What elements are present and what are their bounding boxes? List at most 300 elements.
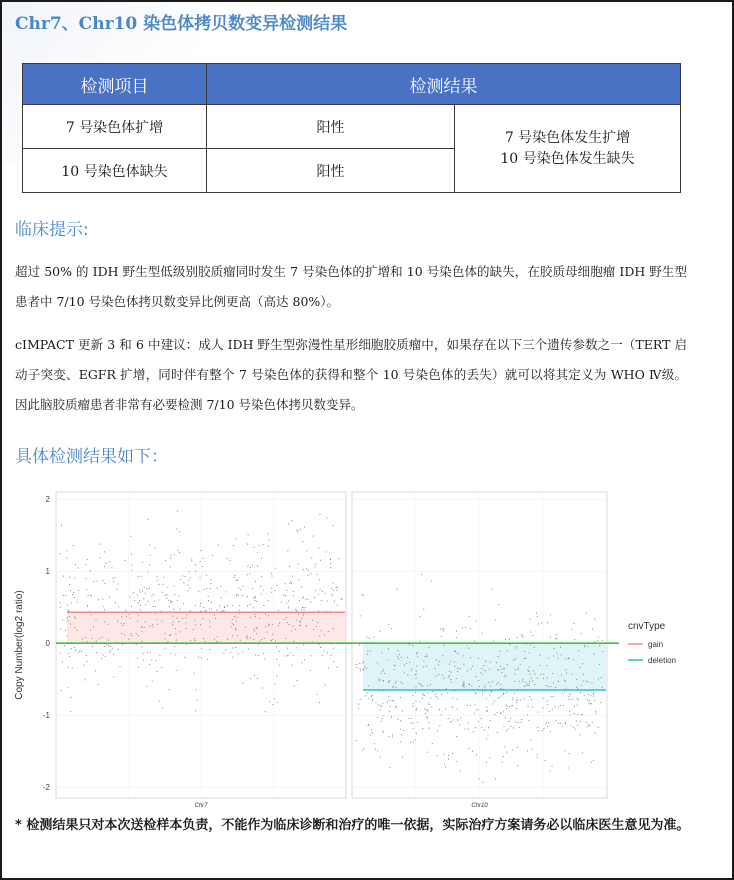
data-point [278,625,279,626]
data-point [333,628,334,629]
data-point [220,586,221,587]
data-point [75,650,76,651]
data-point [565,722,566,723]
data-point [206,588,207,589]
data-point [242,651,243,652]
data-point [513,659,514,660]
data-point [262,687,263,688]
data-point [476,709,477,710]
data-point [188,580,189,581]
data-point [138,576,139,577]
data-point [563,705,564,706]
data-point [501,669,502,670]
data-point [154,600,155,601]
data-point [66,557,67,558]
data-point [574,623,575,624]
data-point [522,681,523,682]
data-point [525,658,526,659]
data-point [505,693,506,694]
data-point [586,681,587,682]
data-point [573,659,574,660]
data-point [498,604,499,605]
data-point [363,669,364,670]
data-point [203,589,204,590]
data-point [109,597,110,598]
data-point [239,610,240,611]
data-point [412,645,413,646]
clinical-heading: 临床提示: [15,220,89,240]
data-point [303,615,304,616]
disclaimer-footnote: * 检测结果只对本次送检样本负责，不能作为临床诊断和治疗的唯一依据，实际治疗方案请务必以临床医生意见为准。 [15,818,690,833]
data-point [163,577,164,578]
data-point [183,582,184,583]
data-point [481,632,482,633]
data-point [531,699,532,700]
data-point [591,682,592,683]
data-point [384,673,385,674]
data-point [69,656,70,657]
data-point [432,691,433,692]
data-point [382,671,383,672]
data-point [518,667,519,668]
data-point [259,618,260,619]
data-point [473,731,474,732]
data-point [302,541,303,542]
data-point [396,681,397,682]
data-point [73,592,74,593]
data-point [500,713,501,714]
data-point [268,624,269,625]
data-point [517,637,518,638]
data-point [287,655,288,656]
data-point [194,620,195,621]
data-point [153,594,154,595]
data-point [199,577,200,578]
data-point [155,547,156,548]
data-point [299,600,300,601]
data-point [437,730,438,731]
data-point [521,634,522,635]
data-point [468,683,469,684]
data-point [364,666,365,667]
data-point [506,708,507,709]
data-point [547,726,548,727]
data-point [527,750,528,751]
data-point [527,706,528,707]
data-point [480,672,481,673]
data-point [230,652,231,653]
data-point [407,657,408,658]
data-point [205,610,206,611]
data-point [306,550,307,551]
data-point [209,621,210,622]
data-point [284,655,285,656]
data-point [139,589,140,590]
data-point [538,623,539,624]
data-point [313,536,314,537]
data-point [232,657,233,658]
data-point [254,630,255,631]
data-point [70,590,71,591]
data-point [574,713,575,714]
data-point [107,624,108,625]
data-point [441,636,442,637]
data-point [246,637,247,638]
data-point [463,681,464,682]
data-point [321,630,322,631]
data-point [151,596,152,597]
data-point [283,595,284,596]
data-point [378,678,379,679]
data-point [474,704,475,705]
data-point [360,699,361,700]
data-point [275,684,276,685]
segment-shading [363,643,606,690]
data-point [222,611,223,612]
data-point [254,675,255,676]
data-point [331,594,332,595]
data-point [529,673,530,674]
data-point [285,583,286,584]
data-point [212,555,213,556]
data-point [105,656,106,657]
data-point [200,550,201,551]
data-point [174,646,175,647]
data-point [274,590,275,591]
item-cell: 7 号染色体扩增 [23,105,207,149]
data-point [137,621,138,622]
data-point [272,634,273,635]
data-point [114,577,115,578]
data-point [360,615,361,616]
data-point [497,732,498,733]
data-point [206,575,207,576]
data-point [368,685,369,686]
data-point [238,587,239,588]
data-point [330,559,331,560]
data-point [185,622,186,623]
data-point [389,767,390,768]
data-point [580,734,581,735]
data-point [149,544,150,545]
data-point [594,733,595,734]
data-point [319,579,320,580]
data-point [284,619,285,620]
data-point [475,692,476,693]
data-point [304,609,305,610]
data-point [380,673,381,674]
data-point [318,644,319,645]
data-point [163,584,164,585]
data-point [240,589,241,590]
data-point [393,686,394,687]
data-point [193,629,194,630]
data-point [230,560,231,561]
data-point [423,667,424,668]
y-axis-label: Copy Number(log2 ratio) [14,590,25,700]
data-point [195,624,196,625]
data-point [179,531,180,532]
data-point [294,686,295,687]
data-point [150,651,151,652]
legend-deletion-label: deletion [648,656,677,665]
data-point [102,599,103,600]
data-point [71,648,72,649]
data-point [378,704,379,705]
data-point [416,653,417,654]
data-point [131,570,132,571]
data-point [276,659,277,660]
data-point [86,564,87,565]
data-point [175,634,176,635]
data-point [133,592,134,593]
data-point [574,706,575,707]
data-point [116,589,117,590]
data-point [426,654,427,655]
data-point [363,595,364,596]
data-point [149,626,150,627]
data-point [98,684,99,685]
data-point [288,523,289,524]
data-point [421,574,422,575]
data-point [441,694,442,695]
data-point [514,674,515,675]
data-point [257,678,258,679]
data-point [468,729,469,730]
data-point [537,616,538,617]
data-point [333,648,334,649]
data-point [69,577,70,578]
data-point [268,625,269,626]
data-point [288,606,289,607]
data-point [557,658,558,659]
data-point [258,655,259,656]
data-point [397,719,398,720]
data-point [328,667,329,668]
data-point [462,627,463,628]
data-point [584,695,585,696]
data-point [96,652,97,653]
data-point [201,657,202,658]
data-point [61,525,62,526]
data-point [560,705,561,706]
data-point [537,727,538,728]
data-point [557,638,558,639]
data-point [481,727,482,728]
data-point [565,681,566,682]
data-point [214,639,215,640]
data-point [417,652,418,653]
y-tick-label: 2 [45,495,50,505]
data-point [422,698,423,699]
data-point [403,730,404,731]
data-point [167,586,168,587]
data-point [401,734,402,735]
data-point [508,729,509,730]
data-point [210,626,211,627]
data-point [389,711,390,712]
header-item: 检测项目 [23,64,207,105]
data-point [188,585,189,586]
data-point [253,629,254,630]
data-point [180,609,181,610]
data-point [79,650,80,651]
data-point [131,606,132,607]
data-point [139,600,140,601]
data-point [576,687,577,688]
data-point [429,704,430,705]
data-point [530,631,531,632]
data-point [388,659,389,660]
data-point [221,597,222,598]
data-point [506,705,507,706]
data-point [594,618,595,619]
data-point [105,563,106,564]
data-point [189,611,190,612]
data-point [547,622,548,623]
data-point [232,605,233,606]
data-point [268,539,269,540]
data-point [409,662,410,663]
data-point [87,606,88,607]
data-point [118,606,119,607]
data-point [93,581,94,582]
data-point [484,665,485,666]
data-point [484,730,485,731]
data-point [558,706,559,707]
data-point [400,741,401,742]
data-point [509,706,510,707]
data-point [456,637,457,638]
data-point [152,680,153,681]
page-title: Chr7、Chr10 染色体拷贝数变异检测结果 [15,14,348,34]
data-point [298,614,299,615]
data-point [588,681,589,682]
data-point [67,617,68,618]
data-point [209,609,210,610]
data-point [217,588,218,589]
data-point [278,610,279,611]
data-point [167,594,168,595]
data-point [503,668,504,669]
data-point [208,596,209,597]
data-point [61,690,62,691]
data-point [534,684,535,685]
legend-gain-label: gain [648,640,664,649]
data-point [301,662,302,663]
data-point [248,534,249,535]
data-point [131,554,132,555]
data-point [439,661,440,662]
data-point [63,576,64,577]
data-point [442,674,443,675]
data-point [372,700,373,701]
data-point [187,590,188,591]
data-point [366,668,367,669]
data-point [505,746,506,747]
data-point [289,566,290,567]
data-point [532,635,533,636]
data-point [166,598,167,599]
data-point [125,610,126,611]
data-point [570,694,571,695]
data-point [86,655,87,656]
data-point [151,660,152,661]
data-point [261,639,262,640]
data-point [429,728,430,729]
data-point [462,686,463,687]
data-point [372,699,373,700]
data-point [268,546,269,547]
data-point [578,650,579,651]
data-point [122,625,123,626]
data-point [288,607,289,608]
data-point [370,651,371,652]
data-point [305,598,306,599]
data-point [129,614,130,615]
data-point [169,635,170,636]
data-point [248,649,249,650]
data-point [275,568,276,569]
data-point [59,602,60,603]
data-point [388,681,389,682]
data-point [430,684,431,685]
data-point [318,610,319,611]
data-point [171,601,172,602]
data-point [422,686,423,687]
y-tick-label: -1 [42,711,50,721]
data-point [571,629,572,630]
result-cell: 阳性 [207,105,455,149]
data-point [60,652,61,653]
data-point [268,600,269,601]
data-point [568,699,569,700]
data-point [410,718,411,719]
data-point [317,574,318,575]
data-point [411,723,412,724]
data-point [333,661,334,662]
data-point [561,675,562,676]
data-point [516,702,517,703]
data-point [315,564,316,565]
data-point [65,630,66,631]
data-point [195,605,196,606]
data-point [441,714,442,715]
data-point [159,655,160,656]
data-point [417,722,418,723]
data-point [372,695,373,696]
data-point [460,770,461,771]
data-point [568,696,569,697]
data-point [579,667,580,668]
data-point [398,658,399,659]
data-point [292,626,293,627]
data-point [191,558,192,559]
data-point [103,606,104,607]
data-point [584,646,585,647]
data-point [443,753,444,754]
data-point [252,588,253,589]
data-point [598,678,599,679]
data-point [134,600,135,601]
data-point [460,717,461,718]
data-point [521,722,522,723]
data-point [279,623,280,624]
data-point [581,685,582,686]
data-point [91,595,92,596]
data-point [417,656,418,657]
data-point [395,707,396,708]
